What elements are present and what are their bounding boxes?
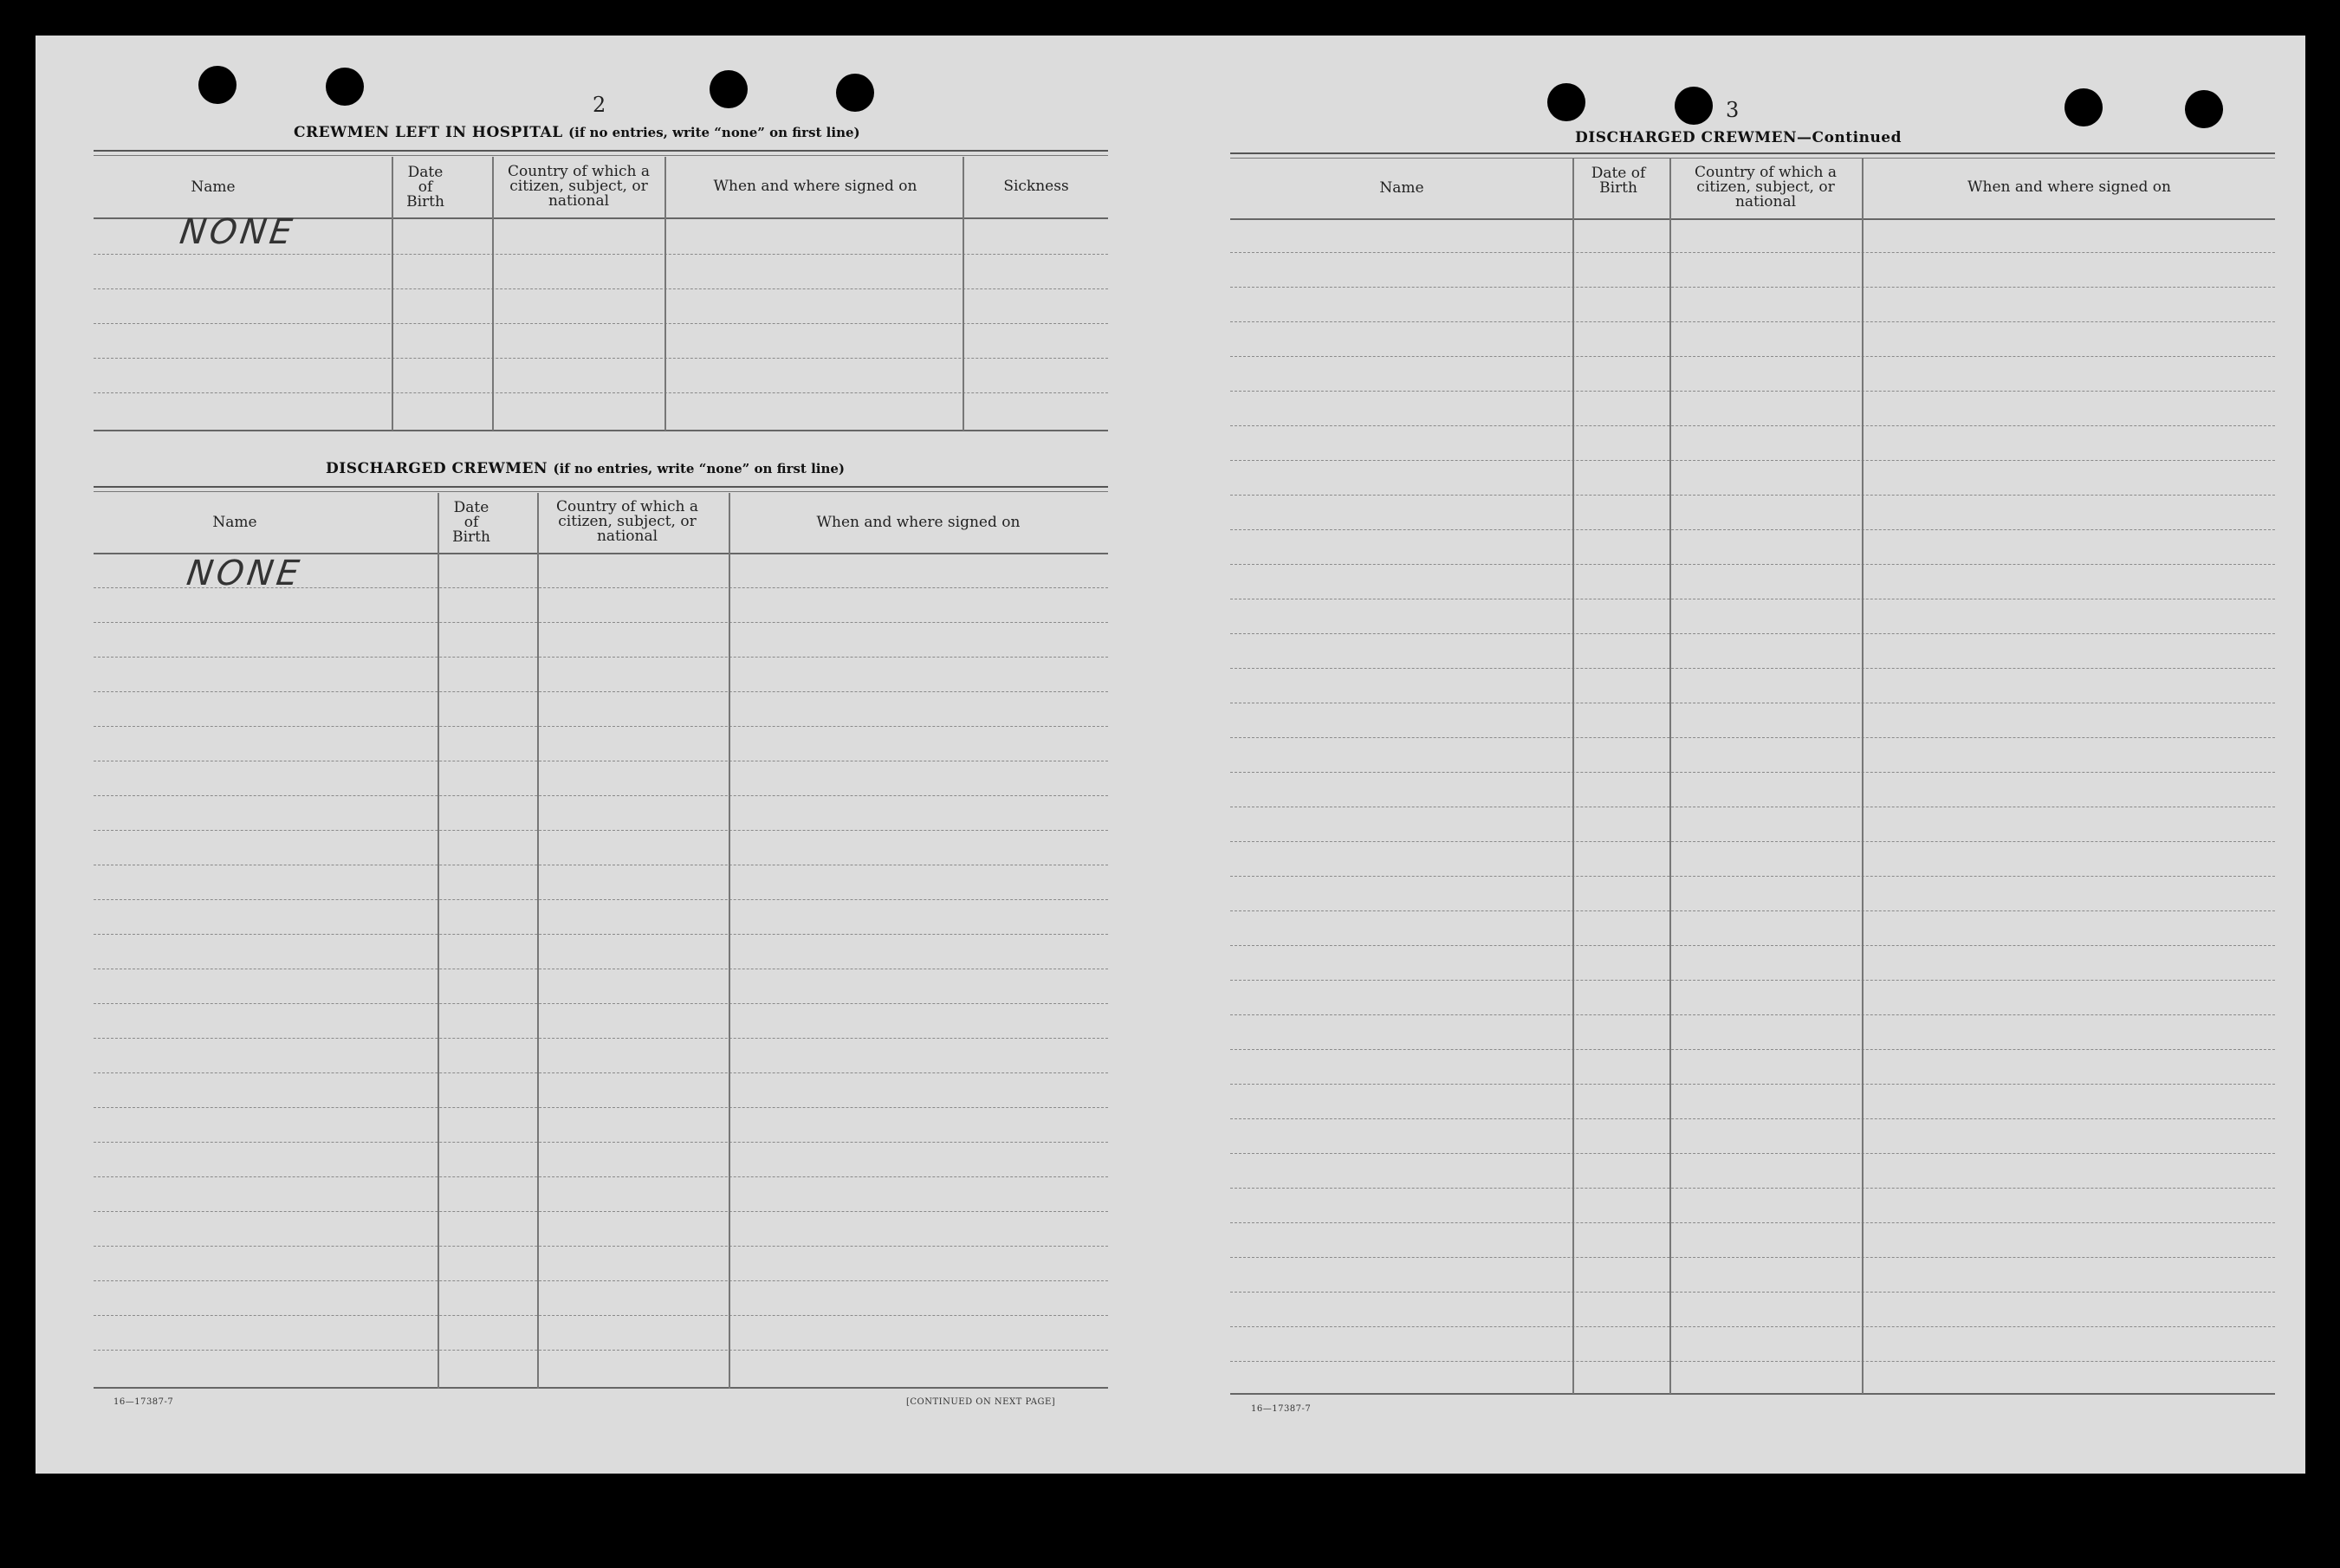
table-row-line xyxy=(1230,668,2275,669)
table-row-line xyxy=(1230,495,2275,496)
discharged-header-rule xyxy=(94,486,1108,492)
discharged-table-bottom xyxy=(94,1387,1108,1389)
table-row-line xyxy=(1230,980,2275,981)
table-row-line xyxy=(1230,1153,2275,1154)
table-row-line xyxy=(1230,425,2275,426)
hospital-col-country: Country of which a citizen, subject, or national xyxy=(508,163,650,210)
table-row-line xyxy=(94,691,1108,692)
table-row-line xyxy=(1230,287,2275,288)
punch-hole xyxy=(2185,90,2223,128)
table-row-line xyxy=(1230,910,2275,911)
table-row-line xyxy=(1230,391,2275,392)
discharged-col-dob: Date of Birth xyxy=(452,499,490,546)
table-row-line xyxy=(1230,1361,2275,1362)
hospital-col-name: Name xyxy=(191,178,236,196)
table-row-line xyxy=(1230,772,2275,773)
discharged-col-signed-on: When and where signed on xyxy=(816,514,1021,531)
hospital-entry-handwritten: NONE xyxy=(177,212,298,252)
hospital-col-sickness: Sickness xyxy=(1003,178,1069,195)
discharged-col-country: Country of which a citizen, subject, or national xyxy=(556,498,698,545)
form-number: 16—17387-7 xyxy=(113,1397,174,1407)
table-row-line xyxy=(94,1350,1108,1351)
table-row-line xyxy=(1230,356,2275,357)
table-row-line xyxy=(1230,321,2275,322)
table-row-line xyxy=(94,1003,1108,1004)
hospital-row-line xyxy=(94,358,1108,359)
continued-section-title: DISCHARGED CREWMEN—Continued xyxy=(1575,129,1902,146)
table-row-line xyxy=(94,899,1108,900)
table-row-line xyxy=(1230,1188,2275,1189)
hospital-row-line xyxy=(94,254,1108,255)
hospital-col-dob: Date of Birth xyxy=(406,164,444,211)
table-row-line xyxy=(1230,945,2275,946)
continued-col-divider xyxy=(1669,159,1671,1394)
punch-hole xyxy=(2065,88,2103,126)
hospital-header-rule xyxy=(94,150,1108,156)
hospital-row-line xyxy=(94,392,1108,393)
form-number: 16—17387-7 xyxy=(1251,1404,1312,1414)
discharged-instruction: (if no entries, write “none” on first line) xyxy=(553,461,846,476)
continued-header-bottom xyxy=(1230,218,2275,220)
table-row-line xyxy=(94,1176,1108,1177)
table-row-line xyxy=(1230,1257,2275,1258)
table-row-line xyxy=(94,1142,1108,1143)
hospital-col-divider xyxy=(664,157,666,431)
continued-col-divider xyxy=(1572,159,1574,1394)
discharged-section-title xyxy=(326,460,845,477)
continued-table-bottom xyxy=(1230,1393,2275,1395)
table-row-line xyxy=(1230,1014,2275,1015)
continued-col-country: Country of which a citizen, subject, or national xyxy=(1695,164,1837,211)
continued-header-rule xyxy=(1230,152,2275,159)
table-row-line xyxy=(1230,529,2275,530)
punch-hole xyxy=(710,70,748,108)
hospital-row-line xyxy=(94,288,1108,289)
table-row-line xyxy=(94,1107,1108,1108)
table-row-line xyxy=(94,726,1108,727)
punch-hole xyxy=(1675,87,1713,125)
table-row-line xyxy=(1230,252,2275,253)
table-row-line xyxy=(1230,564,2275,565)
table-row-line xyxy=(1230,1326,2275,1327)
discharged-title-text: DISCHARGED CREWMEN xyxy=(326,460,548,477)
table-row-line xyxy=(1230,1292,2275,1293)
table-row-line xyxy=(1230,737,2275,738)
punch-hole xyxy=(198,66,237,104)
hospital-table-bottom xyxy=(94,430,1108,431)
table-row-line xyxy=(94,1038,1108,1039)
continued-col-dob: Date of Birth xyxy=(1591,165,1646,197)
hospital-col-signed-on: When and where signed on xyxy=(713,178,917,195)
hospital-instruction: (if no entries, write “none” on first line) xyxy=(568,125,860,140)
hospital-col-divider xyxy=(492,157,494,431)
table-row-line xyxy=(1230,841,2275,842)
table-row-line xyxy=(94,622,1108,623)
discharged-entry-handwritten: NONE xyxy=(184,554,305,593)
document-sheet xyxy=(36,36,2305,1474)
table-row-line xyxy=(1230,1118,2275,1119)
table-row-line xyxy=(1230,633,2275,634)
table-row-line xyxy=(94,830,1108,831)
punch-hole xyxy=(326,68,364,106)
hospital-section-title xyxy=(294,124,860,141)
hospital-row-line xyxy=(94,323,1108,324)
table-row-line xyxy=(94,795,1108,796)
table-row-line xyxy=(94,1280,1108,1281)
hospital-title-text: CREWMEN LEFT IN HOSPITAL xyxy=(294,124,563,141)
table-row-line xyxy=(1230,876,2275,877)
punch-hole xyxy=(1547,83,1585,121)
table-row-line xyxy=(94,1315,1108,1316)
table-row-line xyxy=(94,1246,1108,1247)
continued-col-signed-on: When and where signed on xyxy=(1967,178,2171,196)
table-row-line xyxy=(1230,460,2275,461)
hospital-col-divider xyxy=(392,157,393,431)
hospital-col-divider xyxy=(963,157,964,431)
page-number: 2 xyxy=(593,93,606,117)
discharged-col-divider xyxy=(729,493,730,1389)
page-number: 3 xyxy=(1726,98,1740,122)
table-row-line xyxy=(94,1211,1108,1212)
table-row-line xyxy=(1230,1084,2275,1085)
punch-hole xyxy=(836,74,874,112)
continued-col-name: Name xyxy=(1379,179,1424,197)
continued-note: [CONTINUED ON NEXT PAGE] xyxy=(906,1397,1056,1407)
table-row-line xyxy=(1230,1222,2275,1223)
discharged-col-divider xyxy=(537,493,539,1389)
table-row-line xyxy=(94,934,1108,935)
table-row-line xyxy=(94,1072,1108,1073)
discharged-col-name: Name xyxy=(212,514,257,531)
table-row-line xyxy=(94,657,1108,658)
discharged-col-divider xyxy=(438,493,439,1389)
table-row-line xyxy=(1230,1049,2275,1050)
continued-col-divider xyxy=(1862,159,1864,1394)
